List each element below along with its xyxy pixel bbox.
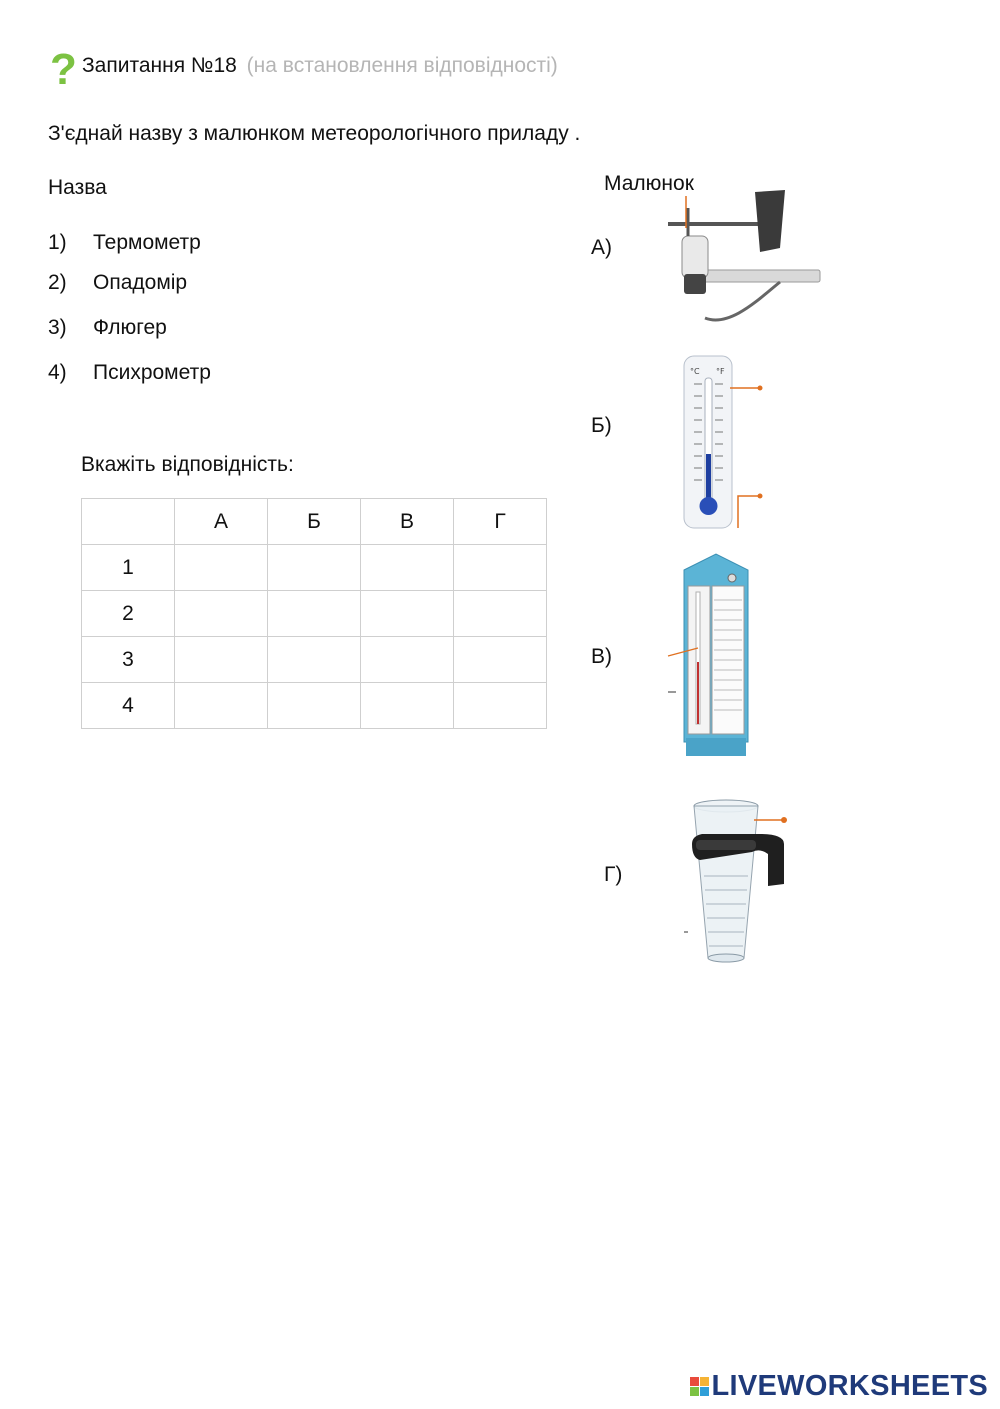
column-header: В [361, 499, 454, 545]
column-header: Б [268, 499, 361, 545]
table-header-row [82, 499, 547, 545]
list-item-number: 3) [48, 316, 67, 339]
option-label-b: Б) [591, 414, 612, 437]
answer-cell[interactable] [268, 545, 361, 591]
answer-cell[interactable] [175, 683, 268, 729]
list-item [48, 361, 211, 385]
list-item-label: Опадомір [93, 271, 188, 294]
psychrometer-icon [666, 552, 766, 760]
answer-cell[interactable] [268, 637, 361, 683]
table-row [82, 637, 547, 683]
answer-cell[interactable] [361, 637, 454, 683]
answer-cell[interactable] [175, 591, 268, 637]
table-corner-cell [82, 499, 175, 545]
liveworksheets-logo [690, 1370, 989, 1403]
list-item-number: 2) [48, 271, 67, 294]
answer-cell[interactable] [175, 637, 268, 683]
answer-cell[interactable] [454, 591, 547, 637]
list-item [48, 271, 187, 295]
row-header: 3 [82, 637, 175, 683]
svg-text:°C: °C [690, 367, 700, 376]
question-instruction: З'єднай назву з малюнком метеорологічного приладу . [48, 122, 581, 145]
table-row [82, 545, 547, 591]
list-item-number: 4) [48, 361, 67, 384]
option-label-c: В) [591, 645, 612, 668]
answer-cell[interactable] [454, 683, 547, 729]
answer-cell[interactable] [268, 591, 361, 637]
option-label-a: А) [591, 236, 612, 259]
brand-name: LIVEWORKSHEETS [711, 1370, 988, 1402]
row-header: 4 [82, 683, 175, 729]
list-item-number: 1) [48, 231, 67, 254]
column-header: А [175, 499, 268, 545]
option-label-d: Г) [604, 863, 623, 886]
answer-label: Вкажіть відповідність: [81, 453, 294, 476]
question-type: (на встановлення відповідності) [246, 54, 558, 77]
table-row [82, 683, 547, 729]
names-heading: Назва [48, 176, 107, 199]
answer-cell[interactable] [175, 545, 268, 591]
question-number: Запитання №18 [82, 54, 237, 77]
list-item-label: Флюгер [93, 316, 167, 339]
column-header: Г [454, 499, 547, 545]
row-header: 1 [82, 545, 175, 591]
question-title [82, 54, 558, 78]
list-item [48, 231, 201, 255]
wind-vane-icon [660, 188, 822, 328]
row-header: 2 [82, 591, 175, 637]
answer-cell[interactable] [454, 637, 547, 683]
question-mark-icon: ? [50, 45, 77, 94]
list-item [48, 316, 167, 340]
list-item-label: Термометр [93, 231, 201, 254]
answer-cell[interactable] [361, 683, 454, 729]
answer-cell[interactable] [361, 545, 454, 591]
svg-text:°F: °F [716, 367, 725, 376]
table-row [82, 591, 547, 637]
thermometer-icon [680, 354, 770, 532]
list-item-label: Психрометр [93, 361, 211, 384]
rain-gauge-icon [680, 796, 792, 968]
answer-table [81, 498, 547, 729]
answer-cell[interactable] [454, 545, 547, 591]
answer-cell[interactable] [268, 683, 361, 729]
answer-cell[interactable] [361, 591, 454, 637]
logo-blocks-icon [690, 1377, 709, 1396]
pictures-heading: Малюнок [604, 172, 694, 195]
